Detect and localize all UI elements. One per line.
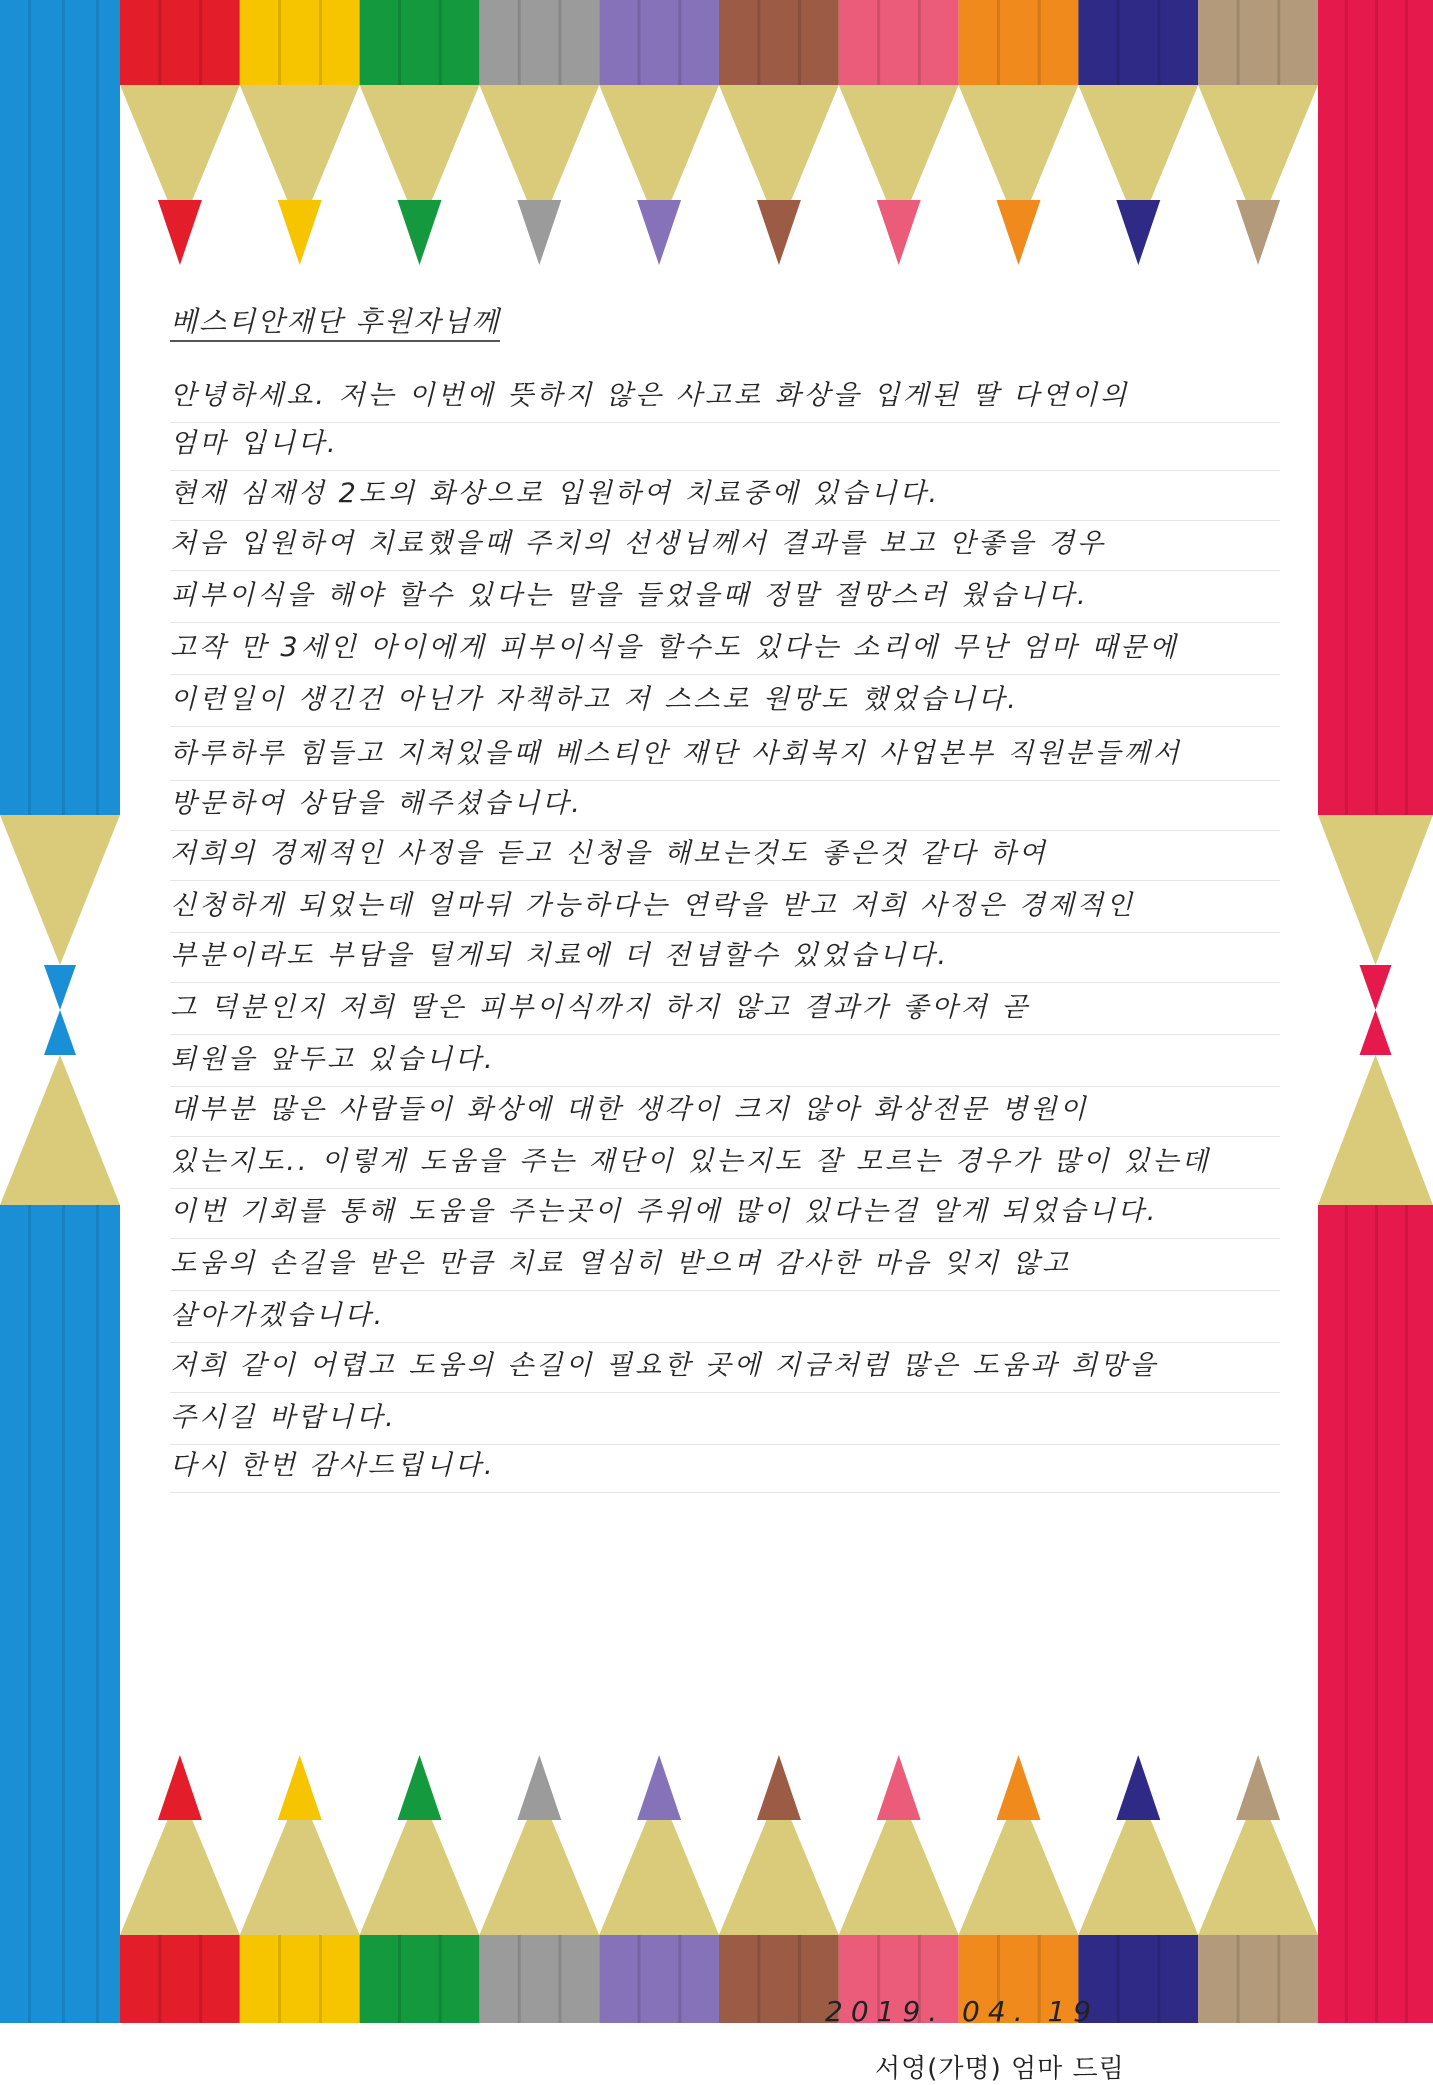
top-pencil-lead bbox=[757, 200, 801, 265]
top-pencil-body bbox=[599, 0, 719, 85]
letter-line: 엄마 입니다. bbox=[170, 418, 1280, 471]
bottom-pencil-body bbox=[360, 1935, 480, 2023]
bottom-pencil-groove bbox=[158, 1935, 161, 2023]
bottom-pencil-groove bbox=[1277, 1935, 1280, 2023]
top-pencil-groove bbox=[798, 0, 801, 85]
letter-line: 퇴원을 앞두고 있습니다. bbox=[170, 1034, 1280, 1087]
letter-line: 피부이식을 해야 할수 있다는 말을 들었을때 정말 절망스러 웠습니다. bbox=[170, 570, 1280, 623]
letter-line: 방문하여 상담을 해주셨습니다. bbox=[170, 778, 1280, 831]
bottom-pencil-groove bbox=[558, 1935, 561, 2023]
top-pencil-body bbox=[120, 0, 240, 85]
top-pencil-groove bbox=[918, 0, 921, 85]
top-pencil-groove bbox=[678, 0, 681, 85]
bottom-pencil-groove bbox=[398, 1935, 401, 2023]
bottom-pencil-body bbox=[240, 1935, 360, 2023]
bottom-pencil-lead bbox=[637, 1755, 681, 1820]
letter-line: 고작 만 3세인 아이에게 피부이식을 할수도 있다는 소리에 무난 엄마 때문에 bbox=[170, 622, 1280, 675]
top-pencil-lead bbox=[877, 200, 921, 265]
top-pencil-lead bbox=[1116, 200, 1160, 265]
bottom-pencil-body bbox=[719, 1935, 839, 2023]
bottom-pencil-groove bbox=[757, 1935, 760, 2023]
letter-line: 처음 입원하여 치료했을때 주치의 선생님께서 결과를 보고 안좋을 경우 bbox=[170, 518, 1280, 571]
top-pencil-body bbox=[1198, 0, 1318, 85]
top-pencil-lead bbox=[398, 200, 442, 265]
top-pencil-groove bbox=[158, 0, 161, 85]
letter-line: 다시 한번 감사드립니다. bbox=[170, 1440, 1280, 1493]
bottom-pencil-groove bbox=[798, 1935, 801, 2023]
letter-line: 그 덕분인지 저희 딸은 피부이식까지 하지 않고 결과가 좋아져 곧 bbox=[170, 982, 1280, 1035]
bottom-pencil-groove bbox=[439, 1935, 442, 2023]
bottom-pencil-lead bbox=[1116, 1755, 1160, 1820]
bottom-pencil-groove bbox=[1237, 1935, 1240, 2023]
bottom-pencil-lead bbox=[877, 1755, 921, 1820]
bottom-pencil-lead bbox=[398, 1755, 442, 1820]
letter-line: 도움의 손길을 받은 만큼 치료 열심히 받으며 감사한 마음 잊지 않고 bbox=[170, 1238, 1280, 1291]
top-pencil-groove bbox=[877, 0, 880, 85]
top-pencil-groove bbox=[398, 0, 401, 85]
top-pencil-groove bbox=[278, 0, 281, 85]
top-pencil-groove bbox=[439, 0, 442, 85]
letter-line: 저희의 경제적인 사정을 듣고 신청을 해보는것도 좋은것 같다 하여 bbox=[170, 828, 1280, 881]
top-pencil-body bbox=[360, 0, 480, 85]
top-pencil-groove bbox=[638, 0, 641, 85]
top-pencil-groove bbox=[1277, 0, 1280, 85]
bottom-pencil-lead bbox=[158, 1755, 202, 1820]
greeting-underline bbox=[170, 340, 500, 342]
bottom-pencil-groove bbox=[638, 1935, 641, 2023]
top-pencil-body bbox=[479, 0, 599, 85]
top-pencil-body bbox=[839, 0, 959, 85]
top-pencil-body bbox=[719, 0, 839, 85]
top-pencil-lead bbox=[158, 200, 202, 265]
bottom-pencil-lead bbox=[517, 1755, 561, 1820]
letter-line: 주시길 바랍니다. bbox=[170, 1392, 1280, 1445]
bottom-pencil-lead bbox=[278, 1755, 322, 1820]
top-pencil-lead bbox=[637, 200, 681, 265]
bottom-pencil-body bbox=[599, 1935, 719, 2023]
letter-line: 안녕하세요. 저는 이번에 뜻하지 않은 사고로 화상을 입게된 딸 다연이의 bbox=[170, 370, 1280, 423]
letter-date: 2019. 04. 19 bbox=[825, 1995, 1100, 2028]
top-pencil-body bbox=[959, 0, 1079, 85]
bottom-pencil-groove bbox=[678, 1935, 681, 2023]
top-pencil-lead bbox=[1236, 200, 1280, 265]
top-pencil-groove bbox=[558, 0, 561, 85]
top-pencil-lead bbox=[517, 200, 561, 265]
letter-line: 부분이라도 부담을 덜게되 치료에 더 전념할수 있었습니다. bbox=[170, 930, 1280, 983]
bottom-pencil-groove bbox=[319, 1935, 322, 2023]
bottom-pencil-body bbox=[120, 1935, 240, 2023]
letter-line: 살아가겠습니다. bbox=[170, 1290, 1280, 1343]
top-pencil-groove bbox=[757, 0, 760, 85]
bottom-pencil-lead bbox=[997, 1755, 1041, 1820]
bottom-pencil-groove bbox=[518, 1935, 521, 2023]
top-pencil-body bbox=[240, 0, 360, 85]
bottom-pencil-body bbox=[1198, 1935, 1318, 2023]
bottom-pencil-lead bbox=[757, 1755, 801, 1820]
bottom-pencil-groove bbox=[278, 1935, 281, 2023]
letter-line: 현재 심재성 2도의 화상으로 입원하여 치료중에 있습니다. bbox=[170, 468, 1280, 521]
letter-line: 신청하게 되었는데 얼마뒤 가능하다는 연락을 받고 저희 사정은 경제적인 bbox=[170, 880, 1280, 933]
top-pencil-lead bbox=[997, 200, 1041, 265]
top-pencil-lead bbox=[278, 200, 322, 265]
letter-line: 이번 기회를 통해 도움을 주는곳이 주위에 많이 있다는걸 알게 되었습니다. bbox=[170, 1186, 1280, 1239]
letter-line: 하루하루 힘들고 지쳐있을때 베스티안 재단 사회복지 사업본부 직원분들께서 bbox=[170, 728, 1280, 781]
letter-line: 이런일이 생긴건 아닌가 자책하고 저 스스로 원망도 했었습니다. bbox=[170, 674, 1280, 727]
bottom-pencil-groove bbox=[199, 1935, 202, 2023]
letter-line: 있는지도.. 이렇게 도움을 주는 재단이 있는지도 잘 모르는 경우가 많이 있는데 bbox=[170, 1136, 1280, 1189]
top-pencil-groove bbox=[1237, 0, 1240, 85]
letter-line: 저희 같이 어렵고 도움의 손길이 필요한 곳에 지금처럼 많은 도움과 희망을 bbox=[170, 1340, 1280, 1393]
top-pencil-groove bbox=[199, 0, 202, 85]
bottom-pencil-groove bbox=[1157, 1935, 1160, 2023]
top-pencil-body bbox=[1078, 0, 1198, 85]
top-pencil-groove bbox=[1038, 0, 1041, 85]
top-pencil-groove bbox=[1117, 0, 1120, 85]
bottom-pencil-body bbox=[479, 1935, 599, 2023]
bottom-pencil-groove bbox=[1117, 1935, 1120, 2023]
top-pencil-groove bbox=[518, 0, 521, 85]
letter-signature: 서영(가명) 엄마 드림 bbox=[875, 2054, 1125, 2084]
letter-greeting: 베스티안재단 후원자님께 bbox=[170, 305, 501, 338]
letter-line: 대부분 많은 사람들이 화상에 대한 생각이 크지 않아 화상전문 병원이 bbox=[170, 1084, 1280, 1137]
top-pencil-groove bbox=[1157, 0, 1160, 85]
bottom-pencil-lead bbox=[1236, 1755, 1280, 1820]
top-pencil-groove bbox=[997, 0, 1000, 85]
top-pencil-groove bbox=[319, 0, 322, 85]
